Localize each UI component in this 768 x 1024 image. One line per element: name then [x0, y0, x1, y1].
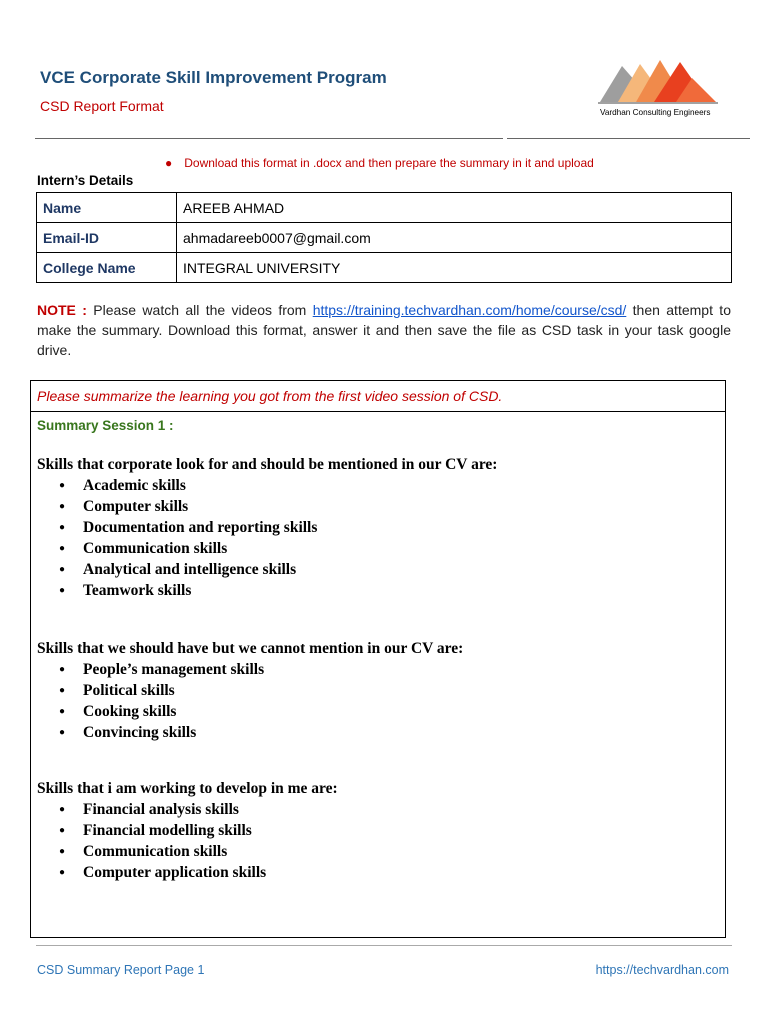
download-notice-text: Download this format in .docx and then prepare the summary in it and upload	[184, 156, 594, 170]
list-item: ● People’s management skills	[37, 659, 463, 680]
intern-details-table	[36, 192, 732, 283]
interns-details-label: Intern’s Details	[37, 173, 134, 188]
list-item: ● Cooking skills	[37, 701, 463, 722]
email-value: ahmadareeb0007@gmail.com	[177, 223, 732, 253]
note-text-before: Please watch all the videos from	[86, 302, 313, 318]
list-item: ● Political skills	[37, 680, 463, 701]
list-item: ● Analytical and intelligence skills	[37, 559, 497, 580]
table-row	[37, 223, 732, 253]
email-label: Email-ID	[37, 223, 177, 253]
name-label: Name	[37, 193, 177, 223]
program-title: VCE Corporate Skill Improvement Program	[40, 68, 387, 87]
header-divider-right	[507, 138, 750, 139]
summary-box	[30, 380, 726, 938]
report-subtitle: CSD Report Format	[40, 98, 164, 114]
table-row	[37, 253, 732, 283]
summary-section-2	[37, 638, 463, 743]
name-value: AREEB AHMAD	[177, 193, 732, 223]
summary-prompt-row	[31, 381, 725, 412]
summary-section-3	[37, 778, 338, 883]
list-item: ● Financial modelling skills	[37, 820, 338, 841]
footer-page-label: CSD Summary Report Page 1	[37, 963, 205, 977]
footer-website-link[interactable]: https://techvardhan.com	[595, 963, 729, 977]
note-text-after: then attempt to make the summary. Download this format, answer it and then save the file as CSD task in your task google drive.	[37, 302, 731, 358]
college-label: College Name	[37, 253, 177, 283]
bullet-icon: ●	[165, 156, 173, 170]
section-heading: Skills that corporate look for and should be mentioned in our CV are:	[37, 456, 498, 473]
list-item: ● Teamwork skills	[37, 580, 497, 601]
section-heading: Skills that we should have but we cannot mention in our CV are:	[37, 640, 464, 657]
table-row	[37, 193, 732, 223]
list-item: ● Computer application skills	[37, 862, 338, 883]
vardhan-logo	[596, 52, 722, 122]
course-link[interactable]: https://training.techvardhan.com/home/course/csd/	[312, 302, 627, 318]
list-item: ● Financial analysis skills	[37, 799, 338, 820]
list-item: ● Documentation and reporting skills	[37, 517, 497, 538]
logo-wordmark: Vardhan Consulting Engineers	[600, 108, 711, 117]
note-paragraph	[37, 300, 731, 360]
list-item: ● Computer skills	[37, 496, 497, 517]
summary-session-title: Summary Session 1 :	[37, 418, 174, 433]
header-divider	[35, 138, 503, 139]
list-item: ● Communication skills	[37, 538, 497, 559]
download-notice	[165, 156, 594, 170]
list-item: ● Academic skills	[37, 475, 497, 496]
summary-section-1	[37, 454, 497, 601]
list-item: ● Communication skills	[37, 841, 338, 862]
note-label: NOTE :	[37, 302, 87, 318]
college-value: INTEGRAL UNIVERSITY	[177, 253, 732, 283]
section-heading: Skills that i am working to develop in me are:	[37, 780, 338, 797]
footer-divider	[36, 945, 732, 946]
list-item: ● Convincing skills	[37, 722, 463, 743]
summary-prompt: Please summarize the learning you got from the first video session of CSD.	[37, 388, 503, 404]
